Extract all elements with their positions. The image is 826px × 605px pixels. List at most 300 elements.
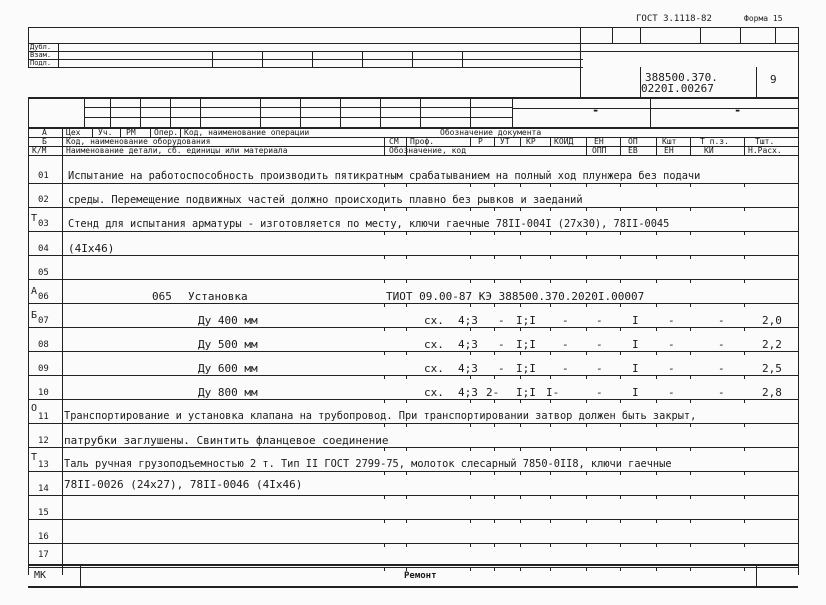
tick-mark	[406, 255, 407, 259]
tick-mark	[690, 519, 691, 523]
tick-mark	[494, 375, 495, 379]
tick-mark	[470, 495, 471, 499]
tick-mark	[494, 207, 495, 211]
hdr-ut: УТ	[500, 137, 510, 146]
val-tsht: 2,5	[762, 362, 782, 375]
hdr-sm: СМ	[389, 137, 399, 146]
tick-mark	[406, 279, 407, 283]
tick-mark	[744, 183, 745, 187]
hdr-op-code: Код, наименование операции	[184, 128, 310, 137]
tick-mark	[586, 207, 587, 211]
val-ut: I;I	[516, 338, 536, 351]
tick-mark	[384, 567, 385, 571]
tick-mark	[586, 423, 587, 427]
tick-mark	[470, 567, 471, 571]
tick-mark	[744, 495, 745, 499]
row-number: 13	[38, 460, 49, 470]
val-sm: сх.	[424, 314, 444, 327]
tick-mark	[406, 375, 407, 379]
tick-mark	[690, 471, 691, 475]
row-number: 09	[38, 364, 49, 374]
val-sm: сх.	[424, 338, 444, 351]
val-op: -	[668, 362, 675, 375]
tick-mark	[384, 183, 385, 187]
val-kr: -	[562, 362, 569, 375]
tick-mark	[744, 399, 745, 403]
tick-mark	[406, 471, 407, 475]
tick-mark	[494, 447, 495, 451]
tick-mark	[384, 495, 385, 499]
row-number: 02	[38, 195, 49, 205]
tick-mark	[406, 447, 407, 451]
tick-mark	[384, 351, 385, 355]
tick-mark	[550, 327, 551, 331]
tick-mark	[586, 543, 587, 547]
val-tsht: 2,8	[762, 386, 782, 399]
val-koid: -	[596, 338, 603, 351]
tick-mark	[470, 351, 471, 355]
row-separator	[28, 303, 798, 304]
tick-mark	[470, 327, 471, 331]
tick-mark	[586, 327, 587, 331]
val-ksht: -	[718, 386, 725, 399]
tick-mark	[406, 495, 407, 499]
row-separator	[28, 423, 798, 424]
val-r: -	[498, 314, 505, 327]
tick-mark	[550, 375, 551, 379]
row-number: 06	[38, 292, 49, 302]
row-text: Транспортирование и установка клапана на трубопровод. При транспортировании затвор должен быть закрыт,	[64, 410, 697, 422]
val-kr: -	[562, 338, 569, 351]
tick-mark	[384, 303, 385, 307]
val-op: -	[668, 386, 675, 399]
tick-mark	[494, 231, 495, 235]
row-prefix: Б	[31, 310, 38, 321]
operation-name: Установка	[188, 290, 248, 303]
tick-mark	[520, 183, 521, 187]
tick-mark	[656, 399, 657, 403]
tick-mark	[550, 279, 551, 283]
hdr-op: ОП	[628, 137, 638, 146]
row-prefix: А	[31, 286, 38, 297]
tick-mark	[406, 543, 407, 547]
val-en: I	[632, 338, 639, 351]
tick-mark	[586, 303, 587, 307]
tick-mark	[744, 423, 745, 427]
tick-mark	[586, 519, 587, 523]
val-sm: сх.	[424, 386, 444, 399]
tick-mark	[470, 183, 471, 187]
hdr-uch: Уч.	[98, 128, 113, 137]
tick-mark	[494, 423, 495, 427]
val-r: -	[498, 362, 505, 375]
row-text: патрубки заглушены. Свинтить фланцевое соединение	[64, 434, 389, 447]
tick-mark	[656, 375, 657, 379]
row-number: 15	[38, 508, 49, 518]
tick-mark	[406, 351, 407, 355]
tick-mark	[384, 327, 385, 331]
val-en: I	[632, 314, 639, 327]
tick-mark	[656, 495, 657, 499]
tick-mark	[550, 231, 551, 235]
row-text: Таль ручная грузоподъемностью 2 т. Тип II ГОСТ 2799-75, молоток слесарный 7850-0II8, ключи гаечные	[64, 458, 672, 470]
tick-mark	[690, 447, 691, 451]
hdr-nrash: Н.Расх.	[748, 146, 782, 155]
tick-mark	[744, 279, 745, 283]
tick-mark	[520, 303, 521, 307]
tick-mark	[586, 495, 587, 499]
row-number: 12	[38, 436, 49, 446]
val-kr: I-	[546, 386, 560, 399]
tick-mark	[470, 423, 471, 427]
tick-mark	[656, 567, 657, 571]
row-separator	[28, 375, 798, 376]
tick-mark	[550, 471, 551, 475]
hdr-kr: КР	[526, 137, 536, 146]
tick-mark	[550, 423, 551, 427]
val-tsht: 2,2	[762, 338, 782, 351]
row-separator	[28, 255, 798, 256]
tick-mark	[494, 303, 495, 307]
tick-mark	[744, 471, 745, 475]
row-number: 05	[38, 268, 49, 278]
standard-label: ГОСТ 3.1118-82	[636, 14, 712, 24]
hdr-ksht: Кшт	[662, 137, 677, 146]
tick-mark	[520, 543, 521, 547]
tick-mark	[620, 303, 621, 307]
tick-mark	[690, 567, 691, 571]
hdr-designation-code: Обозначение, код	[389, 146, 467, 155]
tick-mark	[656, 423, 657, 427]
hdr-rm: РМ	[126, 128, 136, 137]
tick-mark	[620, 375, 621, 379]
tick-mark	[586, 183, 587, 187]
tick-mark	[384, 471, 385, 475]
tick-mark	[744, 567, 745, 571]
tick-mark	[656, 303, 657, 307]
tick-mark	[550, 351, 551, 355]
val-sm: сх.	[424, 362, 444, 375]
tick-mark	[384, 519, 385, 523]
val-koid: -	[596, 314, 603, 327]
tick-mark	[656, 279, 657, 283]
tick-mark	[586, 255, 587, 259]
row-text: (4Ix46)	[68, 242, 115, 255]
tick-mark	[520, 399, 521, 403]
row-prefix: О	[31, 403, 38, 414]
tick-mark	[620, 447, 621, 451]
tick-mark	[690, 279, 691, 283]
tick-mark	[586, 351, 587, 355]
tick-mark	[744, 519, 745, 523]
tick-mark	[690, 207, 691, 211]
hdr-ki: КИ	[704, 146, 714, 155]
val-koid: -	[596, 362, 603, 375]
tick-mark	[494, 519, 495, 523]
tick-mark	[550, 207, 551, 211]
tick-mark	[520, 471, 521, 475]
row-text: среды. Перемещение подвижных частей должно происходить плавно без рывков и заеданий	[68, 194, 583, 206]
hdr-doc-designation: Обозначение документа	[440, 128, 542, 137]
val-op: -	[668, 338, 675, 351]
tick-mark	[586, 567, 587, 571]
tick-mark	[406, 423, 407, 427]
hdr-equipment: Код, наименование оборудования	[66, 137, 211, 146]
row-separator	[28, 519, 798, 520]
tick-mark	[470, 303, 471, 307]
tick-mark	[620, 279, 621, 283]
tick-mark	[384, 375, 385, 379]
val-prof: 4;3	[458, 314, 478, 327]
tick-mark	[744, 543, 745, 547]
row-separator	[28, 327, 798, 328]
val-prof: 4;3	[458, 362, 478, 375]
tick-mark	[620, 183, 621, 187]
tick-mark	[620, 543, 621, 547]
tick-mark	[470, 399, 471, 403]
val-r: 2-	[486, 386, 500, 399]
tick-mark	[406, 399, 407, 403]
tick-mark	[656, 327, 657, 331]
tick-mark	[690, 543, 691, 547]
val-ut: I;I	[516, 362, 536, 375]
tick-mark	[586, 399, 587, 403]
tick-mark	[494, 255, 495, 259]
tick-mark	[494, 351, 495, 355]
val-tsht: 2,0	[762, 314, 782, 327]
tick-mark	[656, 543, 657, 547]
tick-mark	[620, 351, 621, 355]
tick-mark	[384, 543, 385, 547]
tick-mark	[620, 495, 621, 499]
tick-mark	[550, 447, 551, 451]
row-text: Стенд для испытания арматуры - изготовляется по месту, ключи гаечные 78II-004I (27x30), 78II-0045	[68, 218, 670, 230]
row-text: Испытание на работоспособность производить пятикратным срабатыванием на полный ход плунжера без подачи	[68, 170, 701, 182]
detail-name: Ду 800 мм	[198, 386, 258, 399]
tick-mark	[690, 399, 691, 403]
tick-mark	[690, 375, 691, 379]
tick-mark	[406, 303, 407, 307]
row-prefix: Т	[31, 452, 38, 463]
row-number: 01	[38, 171, 49, 181]
row-number: 07	[38, 316, 49, 326]
tick-mark	[550, 495, 551, 499]
tick-mark	[690, 351, 691, 355]
val-ut: I;I	[516, 386, 536, 399]
tick-mark	[470, 231, 471, 235]
hdr-en: ЕН	[594, 137, 604, 146]
dash-field-2: -	[734, 103, 742, 117]
tick-mark	[656, 231, 657, 235]
tick-mark	[494, 567, 495, 571]
row-separator	[28, 351, 798, 352]
tick-mark	[586, 471, 587, 475]
tick-mark	[550, 567, 551, 571]
hdr-detail-name: Наименование детали, сб. единицы или материала	[66, 146, 288, 155]
tick-mark	[620, 423, 621, 427]
val-prof: 4;3	[458, 338, 478, 351]
row-letter-km: К/М	[32, 146, 47, 155]
hdr-tpz: Т п.з.	[700, 137, 729, 146]
tick-mark	[470, 519, 471, 523]
row-number: 11	[38, 412, 49, 422]
val-koid: -	[596, 386, 603, 399]
row-separator	[28, 447, 798, 448]
tick-mark	[470, 279, 471, 283]
side-label-vzam: Взам.	[30, 51, 52, 59]
hdr-tsht: Тшт.	[755, 137, 775, 146]
tick-mark	[520, 279, 521, 283]
row-number: 08	[38, 340, 49, 350]
tick-mark	[744, 303, 745, 307]
tick-mark	[494, 279, 495, 283]
tick-mark	[384, 231, 385, 235]
tick-mark	[520, 207, 521, 211]
hdr-ceh: Цех	[66, 128, 81, 137]
tick-mark	[470, 471, 471, 475]
detail-name: Ду 400 мм	[198, 314, 258, 327]
tick-mark	[470, 375, 471, 379]
tick-mark	[384, 279, 385, 283]
tick-mark	[520, 423, 521, 427]
detail-name: Ду 500 мм	[198, 338, 258, 351]
hdr-r: Р	[478, 137, 483, 146]
tick-mark	[384, 447, 385, 451]
tick-mark	[690, 303, 691, 307]
tick-mark	[620, 471, 621, 475]
val-en: I	[632, 362, 639, 375]
val-ksht: -	[718, 338, 725, 351]
tick-mark	[406, 183, 407, 187]
tick-mark	[620, 399, 621, 403]
tick-mark	[550, 255, 551, 259]
tick-mark	[690, 327, 691, 331]
row-letter-b: Б	[42, 137, 47, 146]
row-separator	[28, 399, 798, 400]
tick-mark	[520, 231, 521, 235]
tick-mark	[586, 279, 587, 283]
hdr-oper: Опер.	[154, 128, 179, 137]
tick-mark	[744, 351, 745, 355]
detail-name: Ду 600 мм	[198, 362, 258, 375]
tick-mark	[656, 519, 657, 523]
tick-mark	[494, 399, 495, 403]
row-number: 16	[38, 532, 49, 542]
sheet-number: 9	[770, 73, 777, 86]
tick-mark	[744, 447, 745, 451]
tick-mark	[520, 447, 521, 451]
val-prof: 4;3	[458, 386, 478, 399]
tick-mark	[520, 519, 521, 523]
tick-mark	[656, 207, 657, 211]
tick-mark	[384, 255, 385, 259]
row-number: 10	[38, 388, 49, 398]
tick-mark	[384, 423, 385, 427]
row-separator	[28, 495, 798, 496]
tick-mark	[620, 231, 621, 235]
tick-mark	[520, 567, 521, 571]
tick-mark	[656, 471, 657, 475]
tick-mark	[744, 207, 745, 211]
tick-mark	[690, 495, 691, 499]
tick-mark	[520, 495, 521, 499]
operation-document: ТИОТ 09.00-87 КЭ 388500.370.2020I.00007	[386, 290, 645, 303]
tick-mark	[520, 255, 521, 259]
tick-mark	[656, 351, 657, 355]
row-separator	[28, 207, 798, 208]
row-separator	[28, 567, 798, 568]
val-ksht: -	[718, 314, 725, 327]
footer-title: Ремонт	[404, 571, 437, 581]
tick-mark	[744, 231, 745, 235]
doc-number-line1: 388500.370.	[645, 71, 718, 84]
tick-mark	[620, 255, 621, 259]
tick-mark	[406, 327, 407, 331]
tick-mark	[690, 231, 691, 235]
tick-mark	[470, 543, 471, 547]
tick-mark	[470, 255, 471, 259]
tick-mark	[384, 207, 385, 211]
tick-mark	[586, 375, 587, 379]
hdr-en2: ЕН	[664, 146, 674, 155]
tick-mark	[550, 183, 551, 187]
tick-mark	[470, 447, 471, 451]
doc-number-line2: 0220I.00267	[641, 82, 714, 95]
tick-mark	[744, 255, 745, 259]
tick-mark	[620, 207, 621, 211]
tick-mark	[656, 447, 657, 451]
tick-mark	[470, 207, 471, 211]
tick-mark	[620, 519, 621, 523]
tick-mark	[406, 207, 407, 211]
tick-mark	[406, 519, 407, 523]
dash-field-1: -	[592, 103, 600, 117]
row-separator	[28, 543, 798, 544]
row-number: 14	[38, 484, 49, 494]
tick-mark	[586, 447, 587, 451]
row-prefix: Т	[31, 213, 38, 224]
tick-mark	[494, 543, 495, 547]
tick-mark	[550, 519, 551, 523]
val-op: -	[668, 314, 675, 327]
tick-mark	[744, 327, 745, 331]
tick-mark	[520, 375, 521, 379]
tick-mark	[406, 231, 407, 235]
val-ut: I;I	[516, 314, 536, 327]
tick-mark	[520, 351, 521, 355]
side-label-podl: Подл.	[30, 59, 52, 67]
tick-mark	[690, 423, 691, 427]
hdr-ev: ЕВ	[628, 146, 638, 155]
val-r: -	[498, 338, 505, 351]
row-separator	[28, 279, 798, 280]
tick-mark	[384, 399, 385, 403]
tick-mark	[550, 399, 551, 403]
row-number: 03	[38, 219, 49, 229]
tick-mark	[550, 303, 551, 307]
hdr-koid: КОИД	[554, 137, 574, 146]
row-separator	[28, 183, 798, 184]
tick-mark	[520, 327, 521, 331]
val-ksht: -	[718, 362, 725, 375]
tick-mark	[494, 327, 495, 331]
row-letter-a: А	[42, 128, 47, 137]
tick-mark	[690, 183, 691, 187]
form-number: Форма 15	[744, 14, 783, 23]
val-en: I	[632, 386, 639, 399]
tick-mark	[656, 255, 657, 259]
tick-mark	[494, 471, 495, 475]
